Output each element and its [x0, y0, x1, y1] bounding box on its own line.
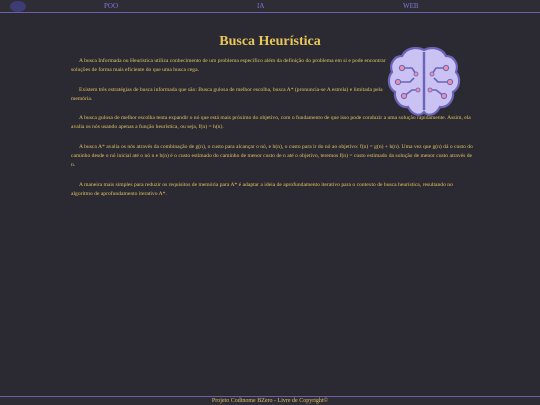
paragraph-greedy: A busca gulosa de melhor escolha tenta expandir o nó que está mais próximo do objetivo, com o fundamento de que isso pode conduzir a uma solução rapidamente. Assim, ela avalia os nós usando apenas a função heurística, ou seja, f(n) = h(n). — [71, 115, 471, 131]
paragraph-strategies: Existem três estratégias de busca informada que são: Busca gulosa de melhor escolha, busca A* (pronuncia-se A estrela) e limitada pela memória. — [71, 86, 383, 102]
paragraph-a-star: A busca A* avalia os nós através da combinação de g(n), o custo para alcançar o nó, e h(n), o custo para ir do nó ao objetivo: f(n) = g(n) + h(n). Uma vez que g(n) dá o custo do caminho desde o nó inicial até o nó n e h(n) é o custo estimado do caminho de menor custo de n até o objetivo, teremos f(n) = custo estimado da solução de menor custo através de n. — [71, 143, 473, 169]
page-title: Busca Heurística — [219, 34, 321, 49]
footer — [0, 396, 540, 405]
footer-text: Projeto Codinome BZero - Livre de Copyright© — [211, 398, 329, 404]
nav-link-poo[interactable]: POO — [104, 2, 119, 10]
nav-link-web[interactable]: WEB — [403, 2, 419, 10]
logo-icon[interactable] — [10, 1, 26, 12]
nav-link-ia[interactable]: IA — [257, 2, 265, 10]
paragraph-intro: A busca Informada ou Heurística utiliza conhecimento de um problema específico além da definição do problema em si e pode encontrar soluções de forma mais eficiente do que uma busca cega. — [71, 58, 386, 74]
paragraph-ida-star: A maneira mais simples para reduzir os requisitos de memória para A* é adaptar a ideia de aprofundamento iterativo para o contexto de busca heurística, resultando no algoritmo de aprofundamento iterativo A*. — [71, 181, 453, 197]
article-content — [71, 57, 473, 209]
top-navigation — [0, 0, 540, 13]
